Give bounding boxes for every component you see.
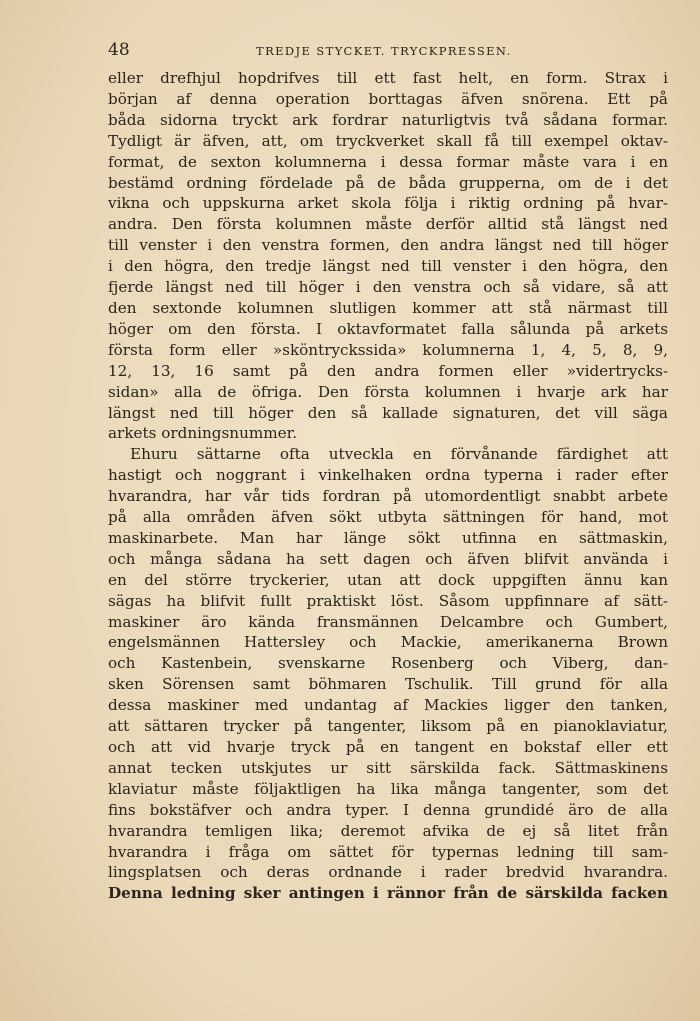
text-line: engelsmännen Hattersley och Mackie, amerikanerna Brown <box>108 633 668 652</box>
text-line: 12, 13, 16 samt på den andra formen eller »vidertrycks- <box>108 361 668 380</box>
paragraph-start-line: Ehuru sättarne ofta utveckla en förvånande färdighet att <box>130 445 668 464</box>
text-line: fjerde längst ned till höger i den venstra och så vidare, så att <box>108 278 668 297</box>
text-line: dessa maskiner med undantag af Mackies ligger den tanken, <box>108 696 668 715</box>
text-line: maskiner äro kända fransmännen Delcambre och Gumbert, <box>108 612 668 631</box>
text-line: annat tecken utskjutes ur sitt särskilda fack. Sättmaskinens <box>108 758 668 777</box>
text-line: klaviatur måste följaktligen ha lika många tangenter, som det <box>108 779 668 798</box>
text-line: sken Sörensen samt böhmaren Tschulik. Till grund för alla <box>108 675 668 694</box>
text-line: hastigt och noggrant i vinkelhaken ordna typerna i rader efter <box>108 466 668 485</box>
text-line: längst ned till höger den så kallade signaturen, det vill säga <box>108 403 668 422</box>
text-line: hvarandra, har vår tids fordran på utomordentligt snabbt arbete <box>108 487 668 506</box>
text-line: början af denna operation borttagas äfven snörena. Ett på <box>108 89 668 108</box>
text-line: vikna och uppskurna arket skola följa i riktig ordning på hvar- <box>108 194 668 213</box>
text-line: båda sidorna tryckt ark fordrar naturligtvis två sådana formar. <box>108 110 668 129</box>
text-line: sidan» alla de öfriga. Den första kolumnen i hvarje ark har <box>108 382 668 401</box>
text-line: på alla områden äfven sökt utbyta sättningen för hand, mot <box>108 508 668 527</box>
text-line: sägas ha blifvit fullt praktiskt löst. Såsom uppfinnare af sätt- <box>108 591 668 610</box>
text-line: lingsplatsen och deras ordnande i rader bredvid hvarandra. <box>108 863 668 882</box>
text-line: och många sådana ha sett dagen och äfven blifvit använda i <box>108 549 668 568</box>
text-line: och att vid hvarje tryck på en tangent en bokstaf eller ett <box>108 738 668 756</box>
text-line: att sättaren trycker på tangenter, liksom på en pianoklaviatur, <box>108 717 668 736</box>
text-line: till venster i den venstra formen, den andra längst ned till höger <box>108 236 668 255</box>
text-line: Tydligt är äfven, att, om tryckverket skall få till exempel oktav- <box>108 131 668 150</box>
text-line: hvarandra i fråga om sättet för typernas ledning till sam- <box>108 842 668 861</box>
text-line: andra. Den första kolumnen måste derför alltid stå längst ned <box>108 215 668 234</box>
text-line: första form eller »sköntryckssida» kolumnerna 1, 4, 5, 8, 9, <box>108 340 668 359</box>
text-line: Denna ledning sker antingen i rännor från de särskilda facken <box>108 884 668 903</box>
page-header <box>108 40 668 62</box>
page-number: 48 <box>108 40 130 60</box>
text-line: en del större tryckerier, utan att dock uppgiften ännu kan <box>108 570 668 589</box>
text-line: maskinarbete. Man har länge sökt utfinna en sättmaskin, <box>108 528 668 547</box>
paragraph-end-line: arkets ordningsnummer. <box>108 424 298 443</box>
text-line: i den högra, den tredje längst ned till venster i den högra, den <box>108 257 668 276</box>
text-line: fins bokstäfver och andra typer. I denna grundidé äro de alla <box>108 800 668 819</box>
text-line: hvarandra temligen lika; deremot afvika de ej så litet från <box>108 821 668 840</box>
text-line: format, de sexton kolumnerna i dessa formar måste vara i en <box>108 152 668 171</box>
text-line: och Kastenbein, svenskarne Rosenberg och Viberg, dan- <box>108 654 668 673</box>
text-line: höger om den första. I oktavformatet falla sålunda på arkets <box>108 319 668 338</box>
text-line: den sextonde kolumnen slutligen kommer att stå närmast till <box>108 298 668 317</box>
body-text <box>108 68 668 904</box>
text-line: eller drefhjul hopdrifves till ett fast helt, en form. Strax i <box>108 69 668 87</box>
text-line: bestämd ordning fördelade på de båda grupperna, om de i det <box>108 173 668 192</box>
running-head: TREDJE STYCKET. TRYCKPRESSEN. <box>256 44 512 58</box>
